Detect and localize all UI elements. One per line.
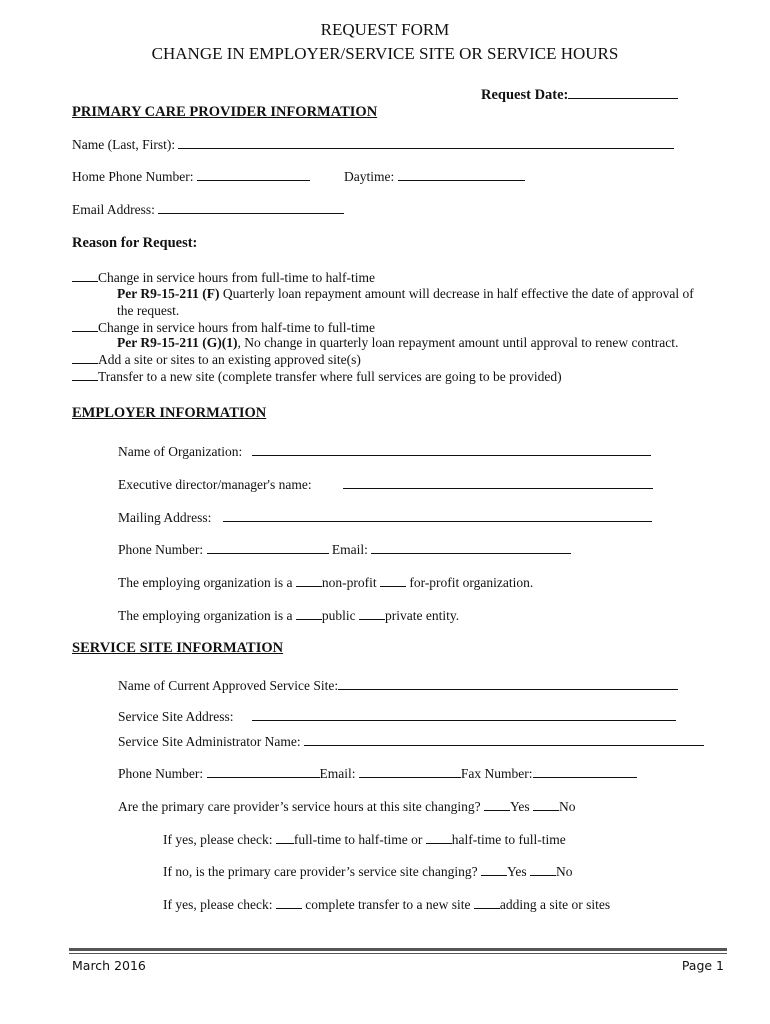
daytime-field [344, 168, 525, 185]
nonprofit-checkbox[interactable] [296, 574, 322, 587]
current-site-label: Name of Current Approved Service Site: [118, 678, 339, 693]
org-name-line[interactable] [252, 443, 651, 456]
site-question-label: If no, is the primary care provider’s service site changing? [163, 864, 478, 879]
employer-phone-label: Phone Number: [118, 542, 204, 557]
footer-rule-thick [69, 948, 727, 951]
daytime-line[interactable] [398, 168, 525, 181]
employer-email-line[interactable] [371, 541, 571, 554]
reason-4-checkbox[interactable] [72, 368, 98, 381]
adding-site-label: adding a site or sites [499, 897, 611, 912]
site-fax-line[interactable] [533, 765, 637, 778]
director-line[interactable] [343, 476, 653, 489]
reason-option-2 [72, 319, 375, 336]
reason-3-checkbox[interactable] [72, 351, 98, 364]
reason-option-1 [72, 269, 375, 286]
footer-date: March 2016 [72, 958, 146, 973]
reason-1-ref: Per R9-15-211 (F) [117, 286, 220, 301]
name-label: Name (Last, First): [72, 137, 176, 152]
site-no-checkbox[interactable] [530, 863, 556, 876]
ht-to-ft-label: half-time to full-time [451, 832, 566, 847]
org-type-field [118, 574, 533, 591]
hours-yes-checkbox[interactable] [484, 798, 510, 811]
site-yes-label: Yes [507, 864, 527, 879]
transfer-check-label: If yes, please check: [163, 897, 273, 912]
reason-2-ref: Per R9-15-211 (G)(1) [117, 335, 238, 350]
reason-2-note-text: , No change in quarterly loan repayment amount until approval to renew contract. [237, 335, 679, 350]
form-title: REQUEST FORM [320, 20, 450, 39]
site-address-line[interactable] [252, 708, 676, 721]
public-checkbox[interactable] [296, 607, 322, 620]
form-subtitle: CHANGE IN EMPLOYER/SERVICE SITE OR SERVICE HOURS [151, 44, 619, 63]
reason-1-note-text: Quarterly loan repayment amount will decrease in half effective the date of approval of [222, 286, 694, 301]
reason-1-note-cont: the request. [117, 303, 180, 318]
forprofit-checkbox[interactable] [380, 574, 406, 587]
hours-yes-label: Yes [510, 799, 530, 814]
site-email-line[interactable] [359, 765, 461, 778]
site-fax-label: Fax Number: [460, 766, 533, 781]
request-date-label: Request Date: [481, 87, 569, 103]
email-line[interactable] [158, 201, 344, 214]
primary-care-heading: PRIMARY CARE PROVIDER INFORMATION [72, 104, 378, 120]
email-label: Email Address: [72, 202, 155, 217]
reason-1-note [117, 286, 694, 302]
reason-2-note [117, 335, 678, 351]
reason-option-3 [72, 351, 361, 368]
site-address-label: Service Site Address: [118, 709, 234, 724]
reason-1-label: Change in service hours from full-time to half-time [98, 270, 376, 285]
entity-type-field [118, 607, 459, 624]
site-yes-checkbox[interactable] [481, 863, 507, 876]
reason-3-label: Add a site or sites to an existing approved site(s) [98, 352, 361, 367]
employer-phone-line[interactable] [207, 541, 329, 554]
site-admin-field [118, 733, 704, 750]
reason-4-label: Transfer to a new site (complete transfer where full services are going to be provided) [98, 369, 562, 384]
complete-transfer-checkbox[interactable] [276, 896, 302, 909]
footer-rule-thin [69, 953, 727, 954]
complete-transfer-label: complete transfer to a new site [305, 897, 471, 912]
name-field [72, 136, 674, 153]
home-phone-field [72, 168, 310, 185]
site-changing-question [163, 863, 573, 880]
reason-1-checkbox[interactable] [72, 269, 98, 282]
hours-check-row [163, 831, 566, 848]
nonprofit-label: non-profit [321, 575, 377, 590]
email-field [72, 201, 344, 218]
home-phone-label: Home Phone Number: [72, 169, 194, 184]
reason-option-4 [72, 368, 562, 385]
public-label: public [321, 608, 356, 623]
site-phone-line[interactable] [207, 765, 320, 778]
director-field [118, 476, 653, 493]
hours-check-label: If yes, please check: [163, 832, 273, 847]
hours-no-label: No [559, 799, 576, 814]
employer-phone-field [118, 541, 571, 558]
home-phone-line[interactable] [197, 168, 310, 181]
mailing-label: Mailing Address: [118, 510, 212, 525]
name-line[interactable] [178, 136, 674, 149]
site-contact-field [118, 765, 637, 782]
service-site-heading: SERVICE SITE INFORMATION [72, 640, 284, 656]
mailing-field [118, 509, 652, 526]
hours-changing-question [118, 798, 576, 815]
hours-no-checkbox[interactable] [533, 798, 559, 811]
site-address-field [118, 708, 676, 725]
site-no-label: No [556, 864, 573, 879]
site-admin-line[interactable] [304, 733, 704, 746]
reason-2-checkbox[interactable] [72, 319, 98, 332]
private-checkbox[interactable] [359, 607, 385, 620]
private-label: private entity. [384, 608, 460, 623]
daytime-label: Daytime: [344, 169, 395, 184]
director-label: Executive director/manager's name: [118, 477, 312, 492]
adding-site-checkbox[interactable] [474, 896, 500, 909]
ft-to-ht-label: full-time to half-time or [293, 832, 423, 847]
employer-heading: EMPLOYER INFORMATION [72, 405, 267, 421]
request-date-field [481, 86, 678, 104]
org-type-label: The employing organization is a [118, 575, 293, 590]
request-date-line[interactable] [568, 86, 678, 99]
org-name-field [118, 443, 651, 460]
site-admin-label: Service Site Administrator Name: [118, 734, 301, 749]
hours-question-label: Are the primary care provider’s service hours at this site changing? [118, 799, 481, 814]
transfer-check-row [163, 896, 610, 913]
ft-to-ht-checkbox[interactable] [276, 831, 294, 844]
entity-type-label: The employing organization is a [118, 608, 293, 623]
employer-email-label: Email: [331, 542, 368, 557]
current-site-field [118, 677, 678, 694]
reason-2-label: Change in service hours from half-time to full-time [98, 320, 376, 335]
reason-heading: Reason for Request: [72, 235, 198, 251]
forprofit-label: for-profit organization. [409, 575, 534, 590]
ht-to-ft-checkbox[interactable] [426, 831, 452, 844]
current-site-line[interactable] [338, 677, 678, 690]
mailing-line[interactable] [223, 509, 652, 522]
site-phone-label: Phone Number: [118, 766, 204, 781]
org-name-label: Name of Organization: [118, 444, 243, 459]
site-email-label: Email: [319, 766, 356, 781]
footer-page-number: Page 1 [681, 958, 724, 973]
